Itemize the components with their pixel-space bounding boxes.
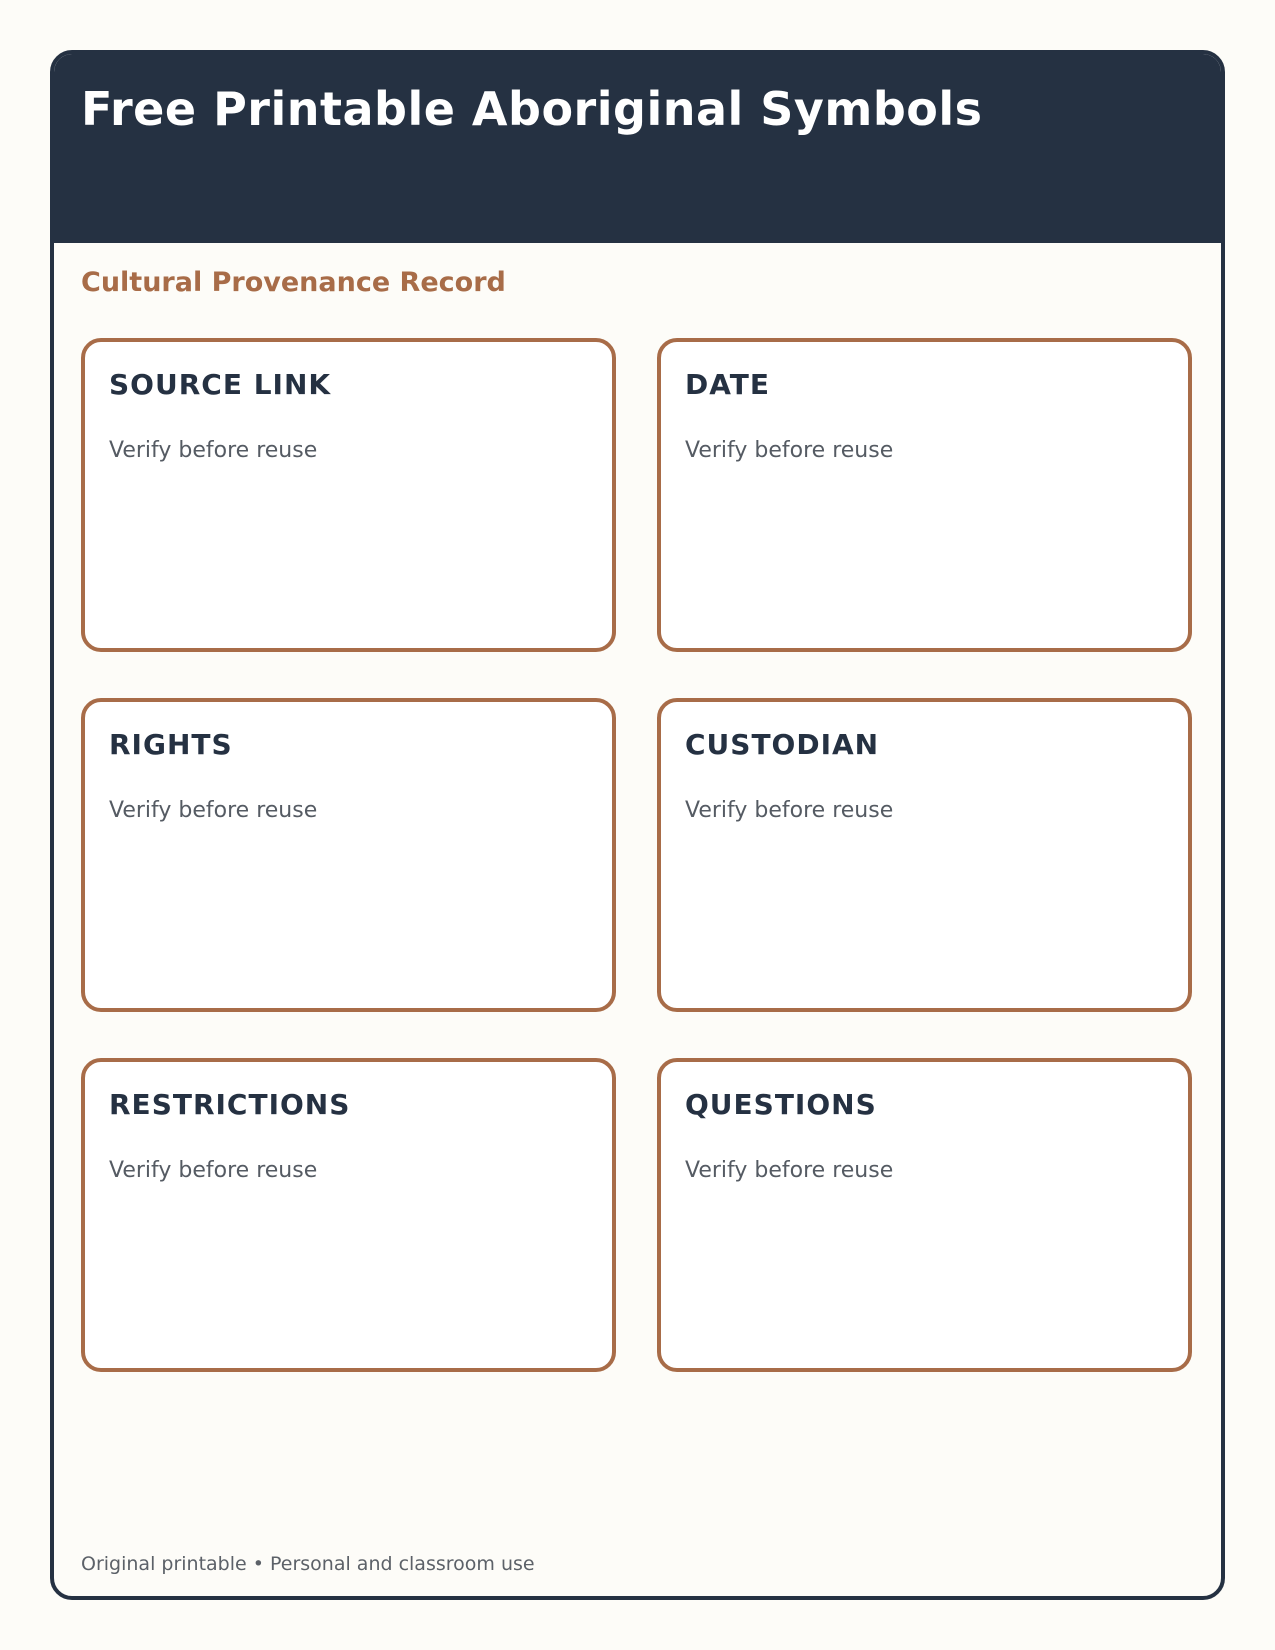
field-label: CUSTODIAN xyxy=(685,728,880,761)
header-banner xyxy=(54,54,1221,243)
field-label: DATE xyxy=(685,368,770,401)
field-label: RESTRICTIONS xyxy=(109,1088,351,1121)
field-label: SOURCE LINK xyxy=(109,368,332,401)
field-card-date[interactable] xyxy=(657,338,1192,652)
page-title: Free Printable Aboriginal Symbols xyxy=(81,82,983,136)
field-card-custodian[interactable] xyxy=(657,698,1192,1012)
field-label: QUESTIONS xyxy=(685,1088,877,1121)
page-subtitle: Cultural Provenance Record xyxy=(81,267,506,298)
field-note: Verify before reuse xyxy=(685,798,894,823)
field-card-rights[interactable] xyxy=(81,698,616,1012)
field-note: Verify before reuse xyxy=(685,1158,894,1183)
field-note: Verify before reuse xyxy=(685,438,894,463)
field-card-restrictions[interactable] xyxy=(81,1058,616,1372)
footer-note: Original printable • Personal and classroom use xyxy=(81,1553,535,1575)
field-note: Verify before reuse xyxy=(109,1158,318,1183)
field-note: Verify before reuse xyxy=(109,798,318,823)
field-card-questions[interactable] xyxy=(657,1058,1192,1372)
field-note: Verify before reuse xyxy=(109,438,318,463)
printable-sheet xyxy=(50,50,1225,1600)
field-label: RIGHTS xyxy=(109,728,233,761)
field-card-source-link[interactable] xyxy=(81,338,616,652)
